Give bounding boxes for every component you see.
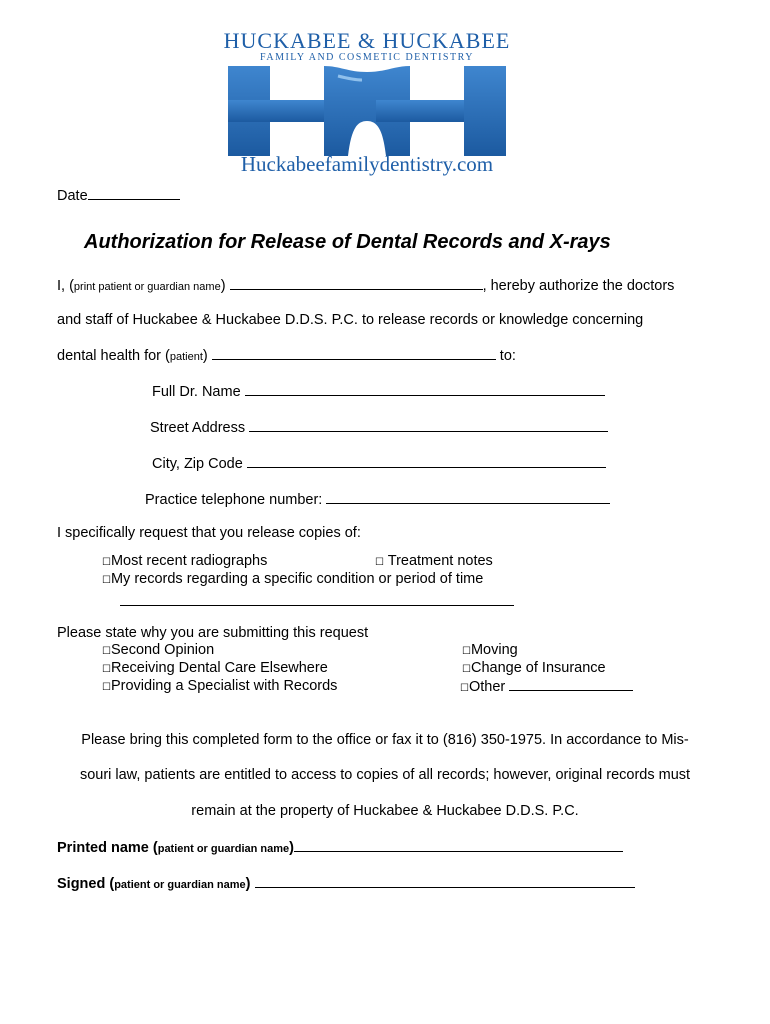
phone-label: Practice telephone number: [145, 492, 323, 508]
printed-name-hint: patient or guardian name [157, 843, 290, 855]
street-label: Street Address [150, 420, 246, 436]
page-title: Authorization for Release of Dental Records and X-rays [84, 231, 611, 253]
signed-close: ) [245, 876, 251, 892]
care-elsewhere-label: Receiving Dental Care Elsewhere [110, 660, 328, 676]
copies-option-specific[interactable] [102, 571, 483, 587]
date-field[interactable] [88, 187, 180, 200]
second-opinion-label: Second Opinion [110, 642, 215, 658]
checkbox-icon[interactable]: ☐ [102, 557, 111, 568]
printed-name-label: Printed name ( [57, 840, 158, 856]
checkbox-icon[interactable]: ☐ [102, 682, 111, 693]
city-zip-row [152, 455, 606, 472]
street-field[interactable] [249, 419, 608, 432]
auth-line-2: and staff of Huckabee & Huckabee D.D.S. P.C. to release records or knowledge concerning [57, 312, 644, 328]
date-row [57, 187, 180, 204]
auth-line-3 [57, 347, 516, 364]
patient-name-field[interactable] [212, 347, 496, 360]
notice-line-1: Please bring this completed form to the office or fax it to (816) 350-1975. In accordance to Mis- [81, 732, 689, 748]
dr-name-label: Full Dr. Name [152, 384, 241, 400]
notice-line-2: souri law, patients are entitled to access to copies of all records; however, original records must [79, 767, 691, 783]
signature-field[interactable] [255, 875, 635, 888]
copies-option-treatment[interactable] [375, 553, 493, 569]
treatment-label: Treatment notes [387, 553, 493, 569]
checkbox-icon[interactable]: ☐ [375, 557, 384, 568]
copies-heading: I specifically request that you release copies of: [57, 525, 361, 541]
specialist-label: Providing a Specialist with Records [110, 678, 338, 694]
signed-row [57, 875, 635, 892]
practice-logo [222, 28, 512, 178]
reason-second-opinion[interactable] [102, 642, 214, 658]
patient-prefix: dental health for ( [57, 348, 170, 364]
dr-name-row [152, 383, 605, 400]
patient-close: ) [202, 348, 208, 364]
moving-label: Moving [470, 642, 518, 658]
reasons-heading: Please state why you are submitting this request [57, 625, 369, 641]
patient-suffix: to: [495, 348, 516, 364]
printed-name-row [57, 839, 623, 856]
city-zip-field[interactable] [247, 455, 606, 468]
other-label: Other [468, 679, 506, 695]
notice-line-3: remain at the property of Huckabee & Huckabee D.D.S. P.C. [191, 803, 579, 819]
signed-label: Signed ( [57, 876, 115, 892]
logo-subtitle: FAMILY AND COSMETIC DENTISTRY [260, 52, 474, 63]
street-row [150, 419, 608, 436]
checkbox-icon[interactable]: ☐ [460, 683, 469, 694]
date-label: Date [57, 188, 88, 204]
dr-name-field[interactable] [245, 383, 605, 396]
auth-line-1 [57, 277, 674, 294]
reason-care-elsewhere[interactable] [102, 660, 328, 676]
auth-close: ) [220, 278, 226, 294]
auth-suffix: , hereby authorize the doctors [482, 278, 675, 294]
checkbox-icon[interactable]: ☐ [102, 646, 111, 657]
reason-specialist[interactable] [102, 678, 337, 694]
printed-name-close: ) [289, 840, 294, 856]
checkbox-icon[interactable]: ☐ [102, 575, 111, 586]
other-reason-field[interactable] [509, 678, 633, 691]
checkbox-icon[interactable]: ☐ [462, 646, 471, 657]
radiographs-label: Most recent radiographs [110, 553, 268, 569]
checkbox-icon[interactable]: ☐ [462, 664, 471, 675]
specific-label: My records regarding a specific condition or period of time [110, 571, 484, 587]
patient-guardian-name-field[interactable] [230, 277, 483, 290]
patient-hint: patient [169, 351, 203, 363]
reason-moving[interactable] [462, 642, 518, 658]
reason-insurance[interactable] [462, 660, 606, 676]
specific-condition-field[interactable] [120, 593, 514, 606]
hh-tooth-logo-icon [228, 66, 506, 156]
phone-field[interactable] [326, 491, 610, 504]
logo-title: HUCKABEE & HUCKABEE [223, 28, 511, 53]
checkbox-icon[interactable]: ☐ [102, 664, 111, 675]
signed-hint: patient or guardian name [114, 879, 246, 891]
auth-prefix: I, ( [57, 278, 74, 294]
auth-name-hint: print patient or guardian name [73, 281, 221, 293]
phone-row [145, 491, 610, 508]
copies-option-radiographs[interactable] [102, 553, 267, 569]
reason-other[interactable] [460, 678, 633, 695]
insurance-label: Change of Insurance [470, 660, 606, 676]
logo-url: Huckabeefamilydentistry.com [240, 152, 494, 176]
city-zip-label: City, Zip Code [152, 456, 243, 472]
printed-name-field[interactable] [294, 839, 623, 852]
